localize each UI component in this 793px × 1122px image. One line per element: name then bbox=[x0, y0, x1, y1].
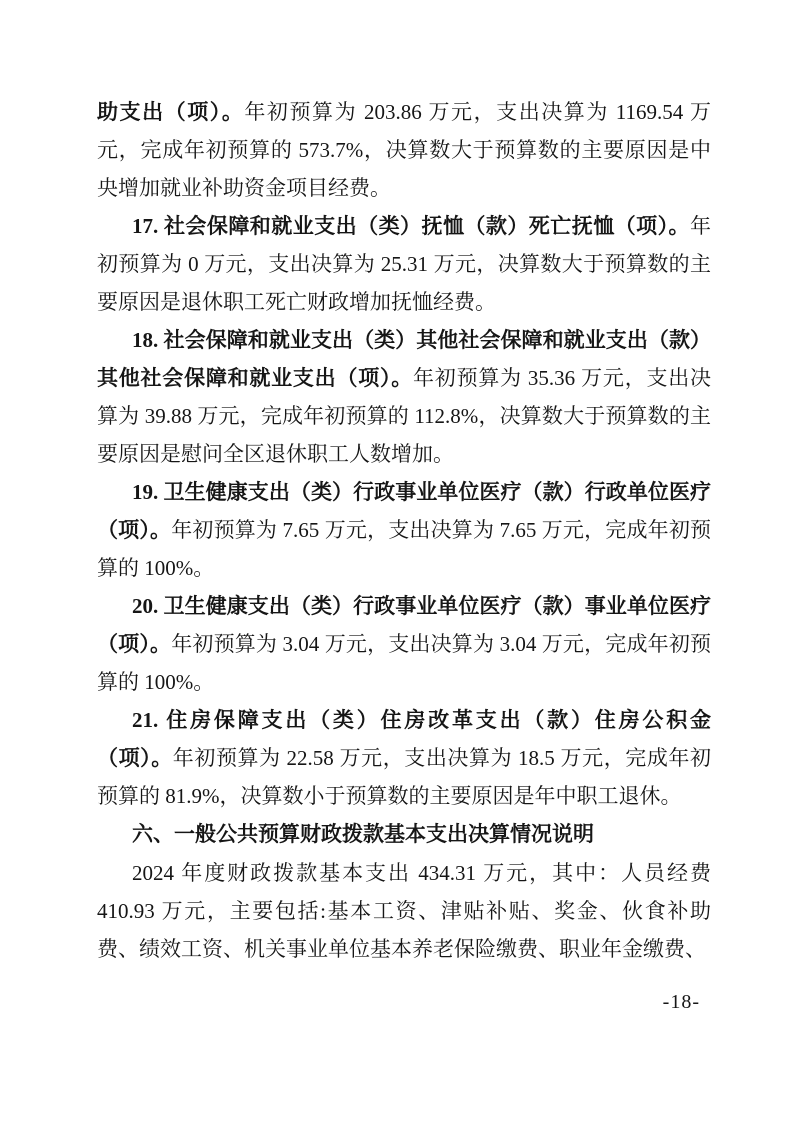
paragraph-lead: 17. 社会保障和就业支出（类）抚恤（款）死亡抚恤（项）。 bbox=[132, 214, 690, 238]
paragraph-text: 年初预算为 3.04 万元，支出决算为 3.04 万元，完成年初预算的 100%。 bbox=[97, 632, 712, 694]
paragraph-lead: 20. 卫生健康支出（类）行政事业单位医疗（款）事业单位医疗（项）。 bbox=[97, 594, 711, 656]
paragraph-basic-expenditure bbox=[97, 854, 711, 968]
paragraph-item-18 bbox=[97, 321, 711, 473]
paragraph-item-19 bbox=[97, 473, 711, 587]
paragraph-lead: 19. 卫生健康支出（类）行政事业单位医疗（款）行政单位医疗（项）。 bbox=[97, 480, 711, 542]
paragraph-text: 2024 年度财政拨款基本支出 434.31 万元，其中：人员经费 410.93 万元，主要包括:基本工资、津贴补贴、奖金、伙食补助费、绩效工资、机关事业单位基本养老保险缴费、职业年金缴费、 bbox=[97, 861, 711, 961]
paragraph-text: 年初预算为 203.86 万元，支出决算为 1169.54 万元，完成年初预算的 573.7%，决算数大于预算数的主要原因是中央增加就业补助资金项目经费。 bbox=[97, 100, 711, 200]
paragraph-text: 年初预算为 7.65 万元，支出决算为 7.65 万元，完成年初预算的 100%。 bbox=[97, 518, 712, 580]
document-body bbox=[97, 93, 711, 968]
paragraph-text: 年初预算为 35.36 万元，支出决算为 39.88 万元，完成年初预算的 112.8%，决算数大于预算数的主要原因是慰问全区退休职工人数增加。 bbox=[97, 366, 712, 466]
page-number: -18- bbox=[662, 991, 700, 1013]
section-heading-text: 六、一般公共预算财政拨款基本支出决算情况说明 bbox=[132, 823, 594, 846]
paragraph-lead: 21. 住房保障支出（类）住房改革支出（款）住房公积金（项）。 bbox=[97, 708, 711, 770]
paragraph-text: 年初预算为 0 万元，支出决算为 25.31 万元，决算数大于预算数的主要原因是退休职工死亡财政增加抚恤经费。 bbox=[97, 214, 711, 314]
paragraph-lead: 18. 社会保障和就业支出（类）其他社会保障和就业支出（款）其他社会保障和就业支出（项）。 bbox=[97, 328, 711, 390]
section-heading bbox=[97, 815, 711, 854]
paragraph-lead: 助支出（项）。 bbox=[97, 100, 245, 124]
paragraph-item-17 bbox=[97, 207, 711, 321]
paragraph-item-21 bbox=[97, 701, 711, 815]
paragraph-item-20 bbox=[97, 587, 711, 701]
paragraph-text: 年初预算为 22.58 万元，支出决算为 18.5 万元，完成年初预算的 81.9%，决算数小于预算数的主要原因是年中职工退休。 bbox=[97, 746, 711, 808]
paragraph-continuation bbox=[97, 93, 711, 207]
